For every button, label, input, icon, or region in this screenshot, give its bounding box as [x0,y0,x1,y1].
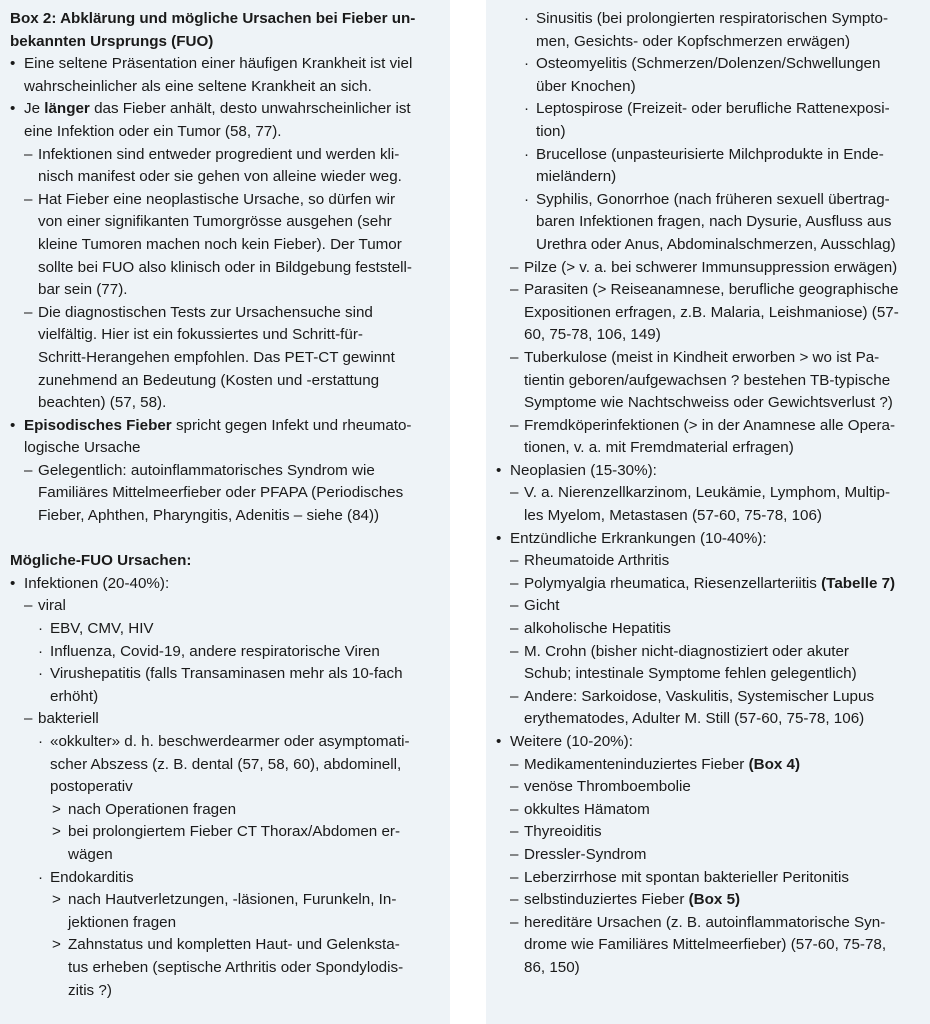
line-text: Symptome wie Nachtschweiss oder Gewichtsverlust ?) [524,394,893,412]
left-column [0,0,450,1024]
text-line [10,392,442,415]
text-line [10,482,442,505]
text-line [496,776,924,799]
emphasis-text: (Box 5) [688,891,741,909]
line-text: Entzündliche Erkrankungen (10-40%): [510,529,767,547]
line-text: «okkulter» d. h. beschwerdearmer oder asymptomati- [50,733,410,750]
list-marker: – [24,303,33,321]
text-line [496,595,924,618]
text-line [496,347,924,370]
list-marker: – [510,574,519,592]
line-text: Tuberkulose (meist in Kindheit erworben > wo ist Pa- [524,348,880,366]
text-line [10,211,442,234]
left-column-lines [10,8,442,1002]
text-line [496,121,924,144]
line-text: Rheumatoide Arthritis [524,552,670,570]
line-text: erhöht) [50,687,99,705]
line-text: Infektionen sind entweder progredient und werden kli- [38,145,400,163]
emphasis-text: (Box 4) [748,755,801,773]
text-line [10,731,442,754]
text-line [496,867,924,890]
text-line [496,844,924,867]
text-line [10,641,442,664]
text-line [10,754,442,777]
line-text: Dressler-Syndrom [524,845,647,863]
list-marker: · [38,733,44,750]
line-text: Gelegentlich: autoinflammatorisches Syndrom wie [38,461,375,479]
list-marker: – [510,620,519,638]
line-text: Syphilis, Gonorrhoe (nach früheren sexuell übertrag- [536,190,890,208]
text-line [496,370,924,393]
line-text: Endokarditis [50,868,134,886]
list-marker: – [24,597,33,615]
text-line [496,415,924,438]
text-line [496,573,924,596]
text-line [10,437,442,460]
text-line [10,370,442,393]
line-text [24,415,412,438]
list-marker: – [24,190,33,208]
list-marker: · [38,868,44,886]
line-text: logische Ursache [24,439,141,457]
line-text: Weitere (10-20%): [510,733,633,750]
line-text: Leberzirrhose mit spontan bakterieller Peritonitis [524,868,849,886]
list-marker: – [510,484,519,502]
text-line [10,76,442,99]
list-marker: – [510,552,519,570]
text-line [496,912,924,935]
text-line [10,889,442,912]
heading-text: Mögliche-FUO Ursachen: [10,552,192,570]
line-text: Fremdköperinfektionen (> in der Anamnese alle Opera- [524,416,896,434]
list-marker: – [510,348,519,366]
list-marker: – [24,145,33,163]
line-text: Expositionen erfragen, z.B. Malaria, Leishmaniose) (57- [524,303,899,321]
line-text: wägen [68,845,113,863]
list-marker: · [524,190,530,208]
text-line [10,867,442,890]
line-text [524,889,740,912]
list-marker: > [52,936,61,954]
line-text [24,98,411,121]
line-text: tion) [536,122,566,140]
text-line [496,663,924,686]
text-line [10,121,442,144]
list-marker: – [24,461,33,479]
line-text: Schritt-Herangehen empfohlen. Das PET-CT gewinnt [38,348,395,366]
line-text: hereditäre Ursachen (z. B. autoinflammatorische Syn- [524,913,886,931]
line-text: Leptospirose (Freizeit- oder berufliche Rattenexposi- [536,100,890,118]
text-line [496,324,924,347]
line-text: kleine Tumoren machen noch kein Fieber). Der Tumor [38,235,402,253]
text-line [496,437,924,460]
line-text: eine Infektion oder ein Tumor (58, 77). [24,122,282,140]
line-text: erythematodes, Adulter M. Still (57-60, 75-78, 106) [524,710,865,728]
text-line [496,482,924,505]
list-marker: – [510,891,519,909]
text-line [496,53,924,76]
line-text: zitis ?) [68,981,112,999]
text-line [496,799,924,822]
line-text: drome wie Familiäres Mittelmeerfieber) (57-60, 75-78, [524,936,887,954]
text-line [10,166,442,189]
text-line [496,708,924,731]
text-line [10,324,442,347]
line-text: Gicht [524,597,560,615]
list-marker: • [10,55,16,73]
text-line [496,641,924,664]
text-line [496,257,924,280]
line-text: bei prolongiertem Fieber CT Thorax/Abdomen er- [68,823,401,841]
line-text: nach Operationen fragen [68,800,237,818]
list-marker: – [510,823,519,841]
text-line [496,754,924,777]
line-text: beachten) (57, 58). [38,394,167,412]
text-line [496,821,924,844]
right-column [486,0,930,1024]
text-line [496,686,924,709]
line-text: EBV, CMV, HIV [50,620,154,638]
list-marker: – [510,642,519,660]
line-text: alkoholische Hepatitis [524,620,671,638]
line-text: Virushepatitis (falls Transaminasen mehr als 10-fach [50,665,403,683]
emphasis-text: (Tabelle 7) [821,574,896,592]
heading-text: Box 2: Abklärung und mögliche Ursachen bei Fieber un- [10,10,416,27]
line-text: nisch manifest oder sie gehen von alleine wieder weg. [38,168,402,186]
text-line [496,189,924,212]
text-line [10,189,442,212]
text-line [10,686,442,709]
line-text: 60, 75-78, 106, 149) [524,326,661,344]
list-marker: – [510,687,519,705]
column-gap [450,0,486,1024]
text-line [496,8,924,31]
text-line [10,505,442,528]
text-line [496,392,924,415]
text-line [496,31,924,54]
line-text: bakteriell [38,710,99,728]
list-marker: · [38,642,44,660]
line-text: 86, 150) [524,958,580,976]
text-line [10,912,442,935]
line-text: venöse Thromboembolie [524,778,691,796]
text-line [496,889,924,912]
list-marker: – [510,913,519,931]
line-text: okkultes Hämatom [524,800,650,818]
list-marker: • [496,733,502,750]
list-marker: · [524,100,530,118]
text-line [496,731,924,754]
line-text: vielfältig. Hier ist ein fokussiertes und Schritt-für- [38,326,363,344]
line-text: Andere: Sarkoidose, Vaskulitis, Systemischer Lupus [524,687,875,705]
line-text: Thyreoiditis [524,823,602,841]
line-text-pre: Polymyalgia rheumatica, Riesenzellarteriitis [524,574,822,592]
text-line [496,505,924,528]
line-text: V. a. Nierenzellkarzinom, Leukämie, Lymphom, Multip- [524,484,891,502]
line-text: nach Hautverletzungen, -läsionen, Furunkeln, In- [68,891,397,909]
line-text [524,754,800,777]
text-line [496,528,924,551]
text-line [10,234,442,257]
line-text: tionen, v. a. mit Fremdmaterial erfragen) [524,439,794,457]
list-marker: – [510,281,519,299]
line-text: Brucellose (unpasteurisierte Milchprodukte in Ende- [536,145,884,163]
list-marker: – [510,755,519,773]
text-line [10,144,442,167]
line-text: Zahnstatus und kompletten Haut- und Gelenksta- [68,936,400,954]
list-marker: • [10,574,16,592]
text-line [10,279,442,302]
text-line [10,573,442,596]
list-marker: · [38,620,44,638]
text-line [10,663,442,686]
text-line [10,776,442,799]
line-text: bar sein (77). [38,281,128,299]
section-heading [10,8,442,31]
line-text: zunehmend an Bedeutung (Kosten und -erstattung [38,371,380,389]
line-text: tus erheben (septische Arthritis oder Spondylodis- [68,958,404,976]
line-text [524,573,895,596]
line-text: Eine seltene Präsentation einer häufigen Krankheit ist viel [24,55,413,73]
line-text: Familiäres Mittelmeerfieber oder PFAPA (Periodisches [38,484,404,502]
list-marker: • [10,100,16,118]
list-marker: – [510,868,519,886]
text-line [496,76,924,99]
text-line [10,957,442,980]
text-line [10,415,442,438]
line-text: scher Abszess (z. B. dental (57, 58, 60), abdominell, [50,755,402,773]
list-marker: – [510,597,519,615]
line-text: jektionen fragen [68,913,177,931]
text-line [496,550,924,573]
line-text: viral [38,597,66,615]
line-text-pre: selbstinduziertes Fieber [524,891,689,909]
line-text: Neoplasien (15-30%): [510,461,657,479]
text-line [10,98,442,121]
line-text: baren Infektionen fragen, nach Dysurie, Ausfluss aus [536,213,892,231]
text-line [10,257,442,280]
list-marker: · [524,145,530,163]
emphasis-text: länger [44,100,90,118]
text-line [496,279,924,302]
line-text-post: spricht gegen Infekt und rheumato- [171,416,412,434]
line-text: les Myelom, Metastasen (57-60, 75-78, 106) [524,507,822,525]
list-marker: – [24,710,33,728]
list-marker: – [510,416,519,434]
line-text: Infektionen (20-40%): [24,574,170,592]
text-line [10,595,442,618]
line-text: M. Crohn (bisher nicht-diagnostiziert oder akuter [524,642,849,660]
list-marker: – [510,800,519,818]
text-line [496,166,924,189]
line-text: sollte bei FUO also klinisch oder in Bildgebung feststell- [38,258,412,276]
line-text: Parasiten (> Reiseanamnese, berufliche geographische [524,281,899,299]
text-line [496,98,924,121]
line-text-pre: Medikamenteninduziertes Fieber [524,755,749,773]
text-line [496,934,924,957]
line-text: von einer signifikanten Tumorgrösse ausgehen (sehr [38,213,392,231]
text-line [496,234,924,257]
list-marker: > [52,891,61,909]
text-line [10,708,442,731]
line-text: Influenza, Covid-19, andere respiratorische Viren [50,642,380,660]
list-marker: – [510,258,519,276]
line-text: men, Gesichts- oder Kopfschmerzen erwägen) [536,32,851,50]
line-text: Fieber, Aphthen, Pharyngitis, Adenitis – siehe (84)) [38,507,380,525]
list-marker: · [38,665,44,683]
line-text-pre: Je [24,100,45,118]
right-column-lines [496,8,924,980]
line-text: postoperativ [50,778,133,796]
line-text: Sinusitis (bei prolongierten respiratorischen Sympto- [536,10,889,27]
line-text: Hat Fieber eine neoplastische Ursache, so dürfen wir [38,190,396,208]
text-line [10,934,442,957]
line-text: Urethra oder Anus, Abdominalschmerzen, Ausschlag) [536,235,896,253]
line-text: Osteomyelitis (Schmerzen/Dolenzen/Schwellungen [536,55,881,73]
heading-text: bekannten Ursprungs (FUO) [10,32,214,50]
line-text: Pilze (> v. a. bei schwerer Immunsuppression erwägen) [524,258,898,276]
text-line [496,211,924,234]
list-marker: > [52,800,61,818]
line-text: Die diagnostischen Tests zur Ursachensuche sind [38,303,373,321]
text-line [496,302,924,325]
list-marker: · [524,55,530,73]
line-text: Schub; intestinale Symptome fehlen gelegentlich) [524,665,857,683]
list-marker: • [10,416,16,434]
emphasis-text: Episodisches Fieber [24,416,172,434]
text-line [496,460,924,483]
text-line [10,53,442,76]
text-line [10,618,442,641]
text-line [10,821,442,844]
line-text: tientin geboren/aufgewachsen ? bestehen TB-typische [524,371,891,389]
section-heading [10,31,442,54]
list-marker: • [496,461,502,479]
line-text: mieländern) [536,168,617,186]
line-text-post: das Fieber anhält, desto unwahrscheinlicher ist [89,100,411,118]
blank-line [10,528,442,551]
list-marker: • [496,529,502,547]
text-line [496,144,924,167]
line-text: wahrscheinlicher als eine seltene Krankheit an sich. [24,77,372,95]
text-line [10,980,442,1003]
text-line [496,618,924,641]
list-marker: – [510,845,519,863]
list-marker: > [52,823,61,841]
text-line [10,844,442,867]
list-marker: – [510,778,519,796]
list-marker: · [524,10,530,27]
text-line [10,302,442,325]
text-line [10,460,442,483]
text-line [496,957,924,980]
section-heading [10,550,442,573]
text-line [10,799,442,822]
text-line [10,347,442,370]
line-text: über Knochen) [536,77,636,95]
